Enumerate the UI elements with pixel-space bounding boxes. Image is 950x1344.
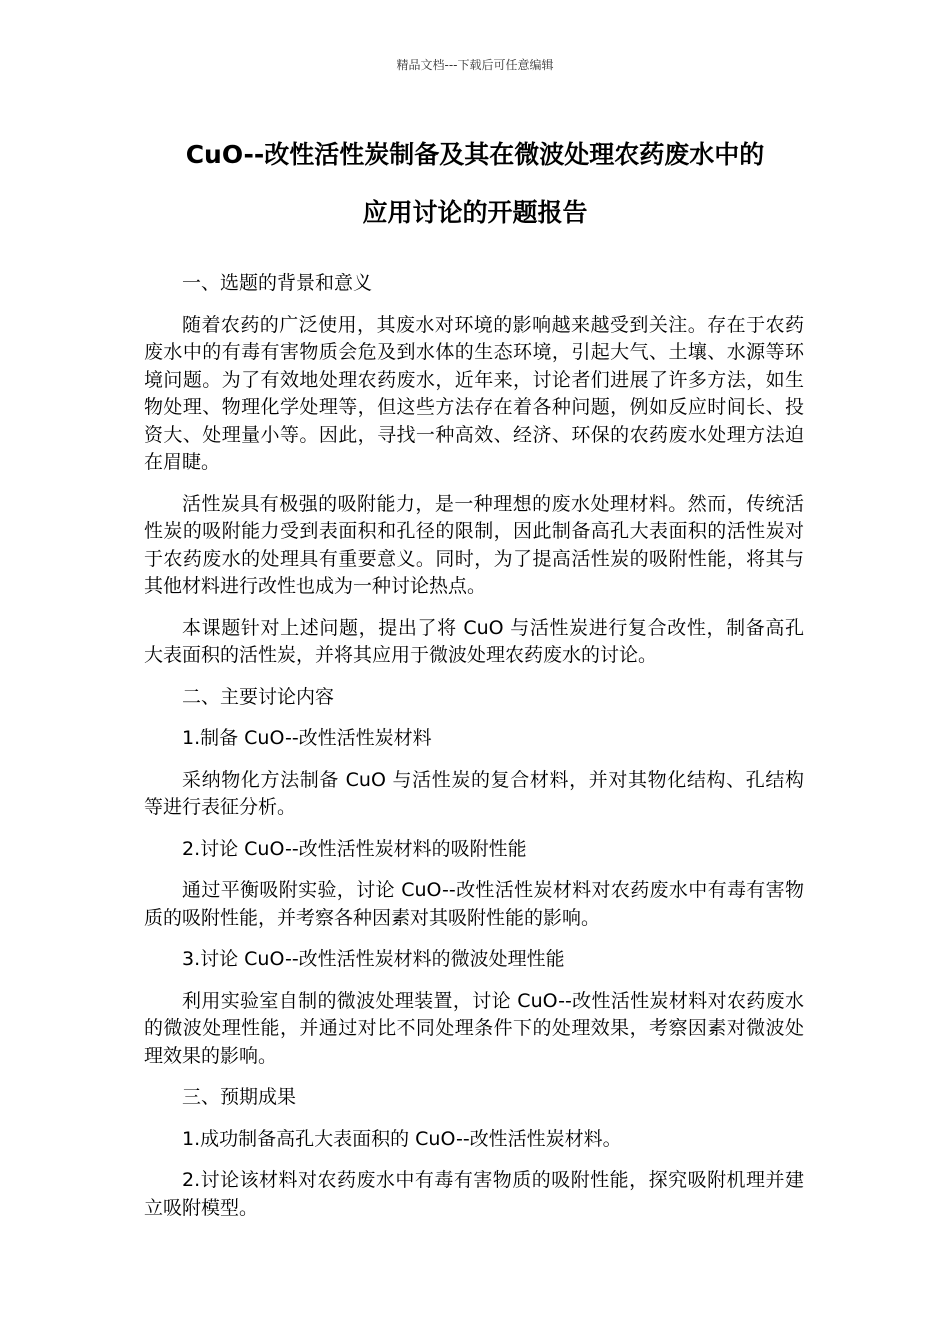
expected-result-2: 2.讨论该材料对农药废水中有毒有害物质的吸附性能，探究吸附机理并建立吸附模型。 bbox=[144, 1169, 804, 1219]
paragraph-background-3: 本课题针对上述问题，提出了将 CuO 与活性炭进行复合改性，制备高孔大表面积的活性炭，并将其应用于微波处理农药废水的讨论。 bbox=[144, 616, 804, 666]
paragraph-background-2: 活性炭具有极强的吸附能力，是一种理想的废水处理材料。然而，传统活性炭的吸附能力受到表面积和孔径的限制，因此制备高孔大表面积的活性炭对于农药废水的处理具有重要意义。同时，为了提高活性炭的吸附性能，将其与其他材料进行改性也成为一种讨论热点。 bbox=[144, 492, 804, 597]
research-item-1-text: 采纳物化方法制备 CuO 与活性炭的复合材料，并对其物化结构、孔结构等进行表征分析。 bbox=[144, 768, 804, 818]
header-note: 精品文档---下载后可任意编辑 bbox=[396, 58, 554, 72]
document-title-line2: 应用讨论的开题报告 bbox=[362, 198, 588, 227]
research-item-2-text: 通过平衡吸附实验，讨论 CuO--改性活性炭材料对农药废水中有毒有害物质的吸附性能，并考察各种因素对其吸附性能的影响。 bbox=[144, 879, 804, 929]
research-item-3-text: 利用实验室自制的微波处理装置，讨论 CuO--改性活性炭材料对农药废水的微波处理性能，并通过对比不同处理条件下的处理效果，考察因素对微波处理效果的影响。 bbox=[144, 989, 804, 1067]
expected-result-1: 1.成功制备高孔大表面积的 CuO--改性活性炭材料。 bbox=[182, 1127, 622, 1150]
paragraph-background-1: 随着农药的广泛使用，其废水对环境的影响越来越受到关注。存在于农药废水中的有毒有害物质会危及到水体的生态环境，引起大气、土壤、水源等环境问题。为了有效地处理农药废水，近年来，讨论者们进展了许多方法，如生物处理、物理化学处理等，但这些方法存在着各种问题，例如反应时间长、投资大、处理量小等。因此，寻找一种高效、经济、环保的农药废水处理方法迫在眉睫。 bbox=[144, 313, 804, 473]
research-item-2-title: 2.讨论 CuO--改性活性炭材料的吸附性能 bbox=[182, 837, 527, 860]
section-heading-research-content: 二、主要讨论内容 bbox=[182, 685, 335, 708]
research-item-1-title: 1.制备 CuO--改性活性炭材料 bbox=[182, 727, 432, 749]
section-heading-expected-results: 三、预期成果 bbox=[182, 1086, 297, 1108]
document-body bbox=[144, 270, 804, 1236]
section-heading-background: 一、选题的背景和意义 bbox=[182, 272, 373, 294]
research-item-3-title: 3.讨论 CuO--改性活性炭材料的微波处理性能 bbox=[182, 948, 565, 970]
document-title-line1: CuO--改性活性炭制备及其在微波处理农药废水中的 bbox=[185, 140, 765, 169]
